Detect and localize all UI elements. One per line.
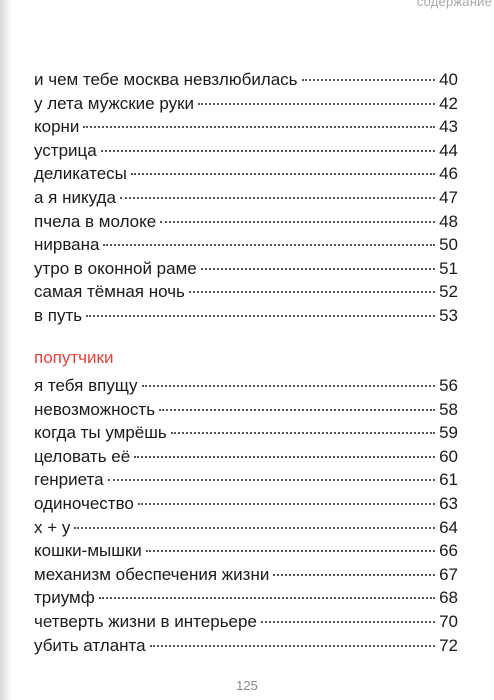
toc-entry-page: 61	[439, 470, 458, 490]
toc-entry-title: невозможность	[34, 399, 156, 419]
page-number: 125	[236, 678, 258, 693]
dot-leader	[159, 409, 435, 411]
toc-entry[interactable]	[34, 304, 458, 328]
toc-entry-title: четверть жизни в интерьере	[34, 611, 257, 631]
dot-leader	[142, 385, 436, 387]
toc-entry-page: 58	[439, 399, 458, 419]
toc-entry-page: 56	[439, 376, 458, 395]
toc-entry[interactable]	[34, 162, 458, 186]
toc-entry-page: 44	[439, 140, 458, 160]
toc-entry[interactable]	[34, 586, 458, 610]
toc-entry-page: 66	[439, 541, 458, 561]
toc-entry[interactable]	[34, 257, 458, 281]
toc-entry-title: деликатесы	[34, 164, 127, 184]
toc-entry-title: одиночество	[34, 493, 134, 513]
toc-entry[interactable]	[34, 233, 458, 257]
toc-entry-page: 53	[439, 305, 458, 325]
toc-entry[interactable]	[34, 634, 458, 658]
toc-entry-title: утро в оконной раме	[34, 258, 197, 278]
toc-entry[interactable]	[34, 115, 458, 139]
toc-entry[interactable]	[34, 68, 458, 92]
toc-entry-page: 59	[439, 423, 458, 443]
toc-entry[interactable]	[34, 539, 458, 563]
toc-entry-page: 72	[439, 635, 458, 655]
toc-entry-title: самая тёмная ночь	[34, 282, 185, 302]
running-header: содержание	[416, 0, 492, 9]
toc-entry-page: 40	[439, 70, 458, 89]
dot-leader	[150, 645, 435, 647]
dot-leader	[160, 221, 435, 223]
dot-leader	[138, 503, 435, 505]
dot-leader	[189, 291, 435, 293]
toc-entry-title: триумф	[34, 588, 95, 608]
toc-entry[interactable]	[34, 516, 458, 540]
toc-entry-title: пчела в молоке	[34, 211, 157, 231]
toc-entry[interactable]	[34, 398, 458, 422]
toc-entry[interactable]	[34, 563, 458, 587]
toc-entry-title: нирвана	[34, 235, 100, 255]
toc-entry[interactable]	[34, 610, 458, 634]
toc-entry-title: корни	[34, 117, 80, 137]
toc-entry[interactable]	[34, 421, 458, 445]
toc-entry[interactable]	[34, 280, 458, 304]
dot-leader	[74, 527, 435, 529]
toc-entry-page: 48	[439, 211, 458, 231]
toc-entry[interactable]	[34, 210, 458, 234]
dot-leader	[198, 103, 435, 105]
toc-entry-title: в путь	[34, 305, 83, 325]
dot-leader	[134, 456, 435, 458]
toc-entry-page: 51	[439, 258, 458, 278]
dot-leader	[86, 315, 435, 317]
dot-leader	[83, 126, 435, 128]
toc-entry-page: 68	[439, 588, 458, 608]
book-spine-shadow	[0, 0, 12, 700]
toc-entry[interactable]	[34, 374, 458, 398]
toc-entry-page: 43	[439, 117, 458, 137]
toc-list-part2	[34, 374, 458, 657]
dot-leader	[261, 621, 435, 623]
toc-entry-page: 63	[439, 493, 458, 513]
toc-entry-title: кошки-мышки	[34, 541, 142, 561]
dot-leader	[101, 150, 435, 152]
section-heading-poputchiki[interactable]: попутчики	[34, 348, 114, 367]
toc-entry-page: 47	[439, 187, 458, 207]
dot-leader	[120, 197, 435, 199]
dot-leader	[103, 244, 435, 246]
toc-entry-title: целовать её	[34, 446, 131, 466]
toc-entry[interactable]	[34, 92, 458, 116]
toc-entry[interactable]	[34, 186, 458, 210]
toc-entry-page: 67	[439, 564, 458, 584]
toc-entry-page: 50	[439, 235, 458, 255]
dot-leader	[171, 432, 435, 434]
toc-entry-page: 60	[439, 446, 458, 466]
toc-entry-title: у лета мужские руки	[34, 93, 195, 113]
toc-entry-title: убить атланта	[34, 635, 146, 655]
toc-entry-title: устрица	[34, 140, 97, 160]
dot-leader	[273, 574, 435, 576]
toc-entry[interactable]	[34, 492, 458, 516]
toc-entry-title: и чем тебе москва невзлюбилась	[34, 70, 298, 89]
toc-entry-page: 70	[439, 611, 458, 631]
toc-entry-page: 42	[439, 93, 458, 113]
toc-entry-title: когда ты умрёшь	[34, 423, 167, 443]
dot-leader	[108, 479, 436, 481]
toc-entry-title: механизм обеспечения жизни	[34, 564, 270, 584]
toc-entry-title: генриета	[34, 470, 104, 490]
dot-leader	[302, 79, 436, 81]
toc-list-part1	[34, 68, 458, 328]
toc-entry-title: x + y	[34, 517, 71, 537]
toc-entry-page: 64	[439, 517, 458, 537]
dot-leader	[146, 550, 435, 552]
toc-entry[interactable]	[34, 468, 458, 492]
toc-entry[interactable]	[34, 139, 458, 163]
dot-leader	[201, 268, 435, 270]
toc-entry-page: 52	[439, 282, 458, 302]
dot-leader	[99, 597, 435, 599]
toc-entry-page: 46	[439, 164, 458, 184]
toc-entry[interactable]	[34, 445, 458, 469]
dot-leader	[131, 173, 435, 175]
toc-entry-title: а я никуда	[34, 187, 116, 207]
toc-entry-title: я тебя впущу	[34, 376, 138, 395]
